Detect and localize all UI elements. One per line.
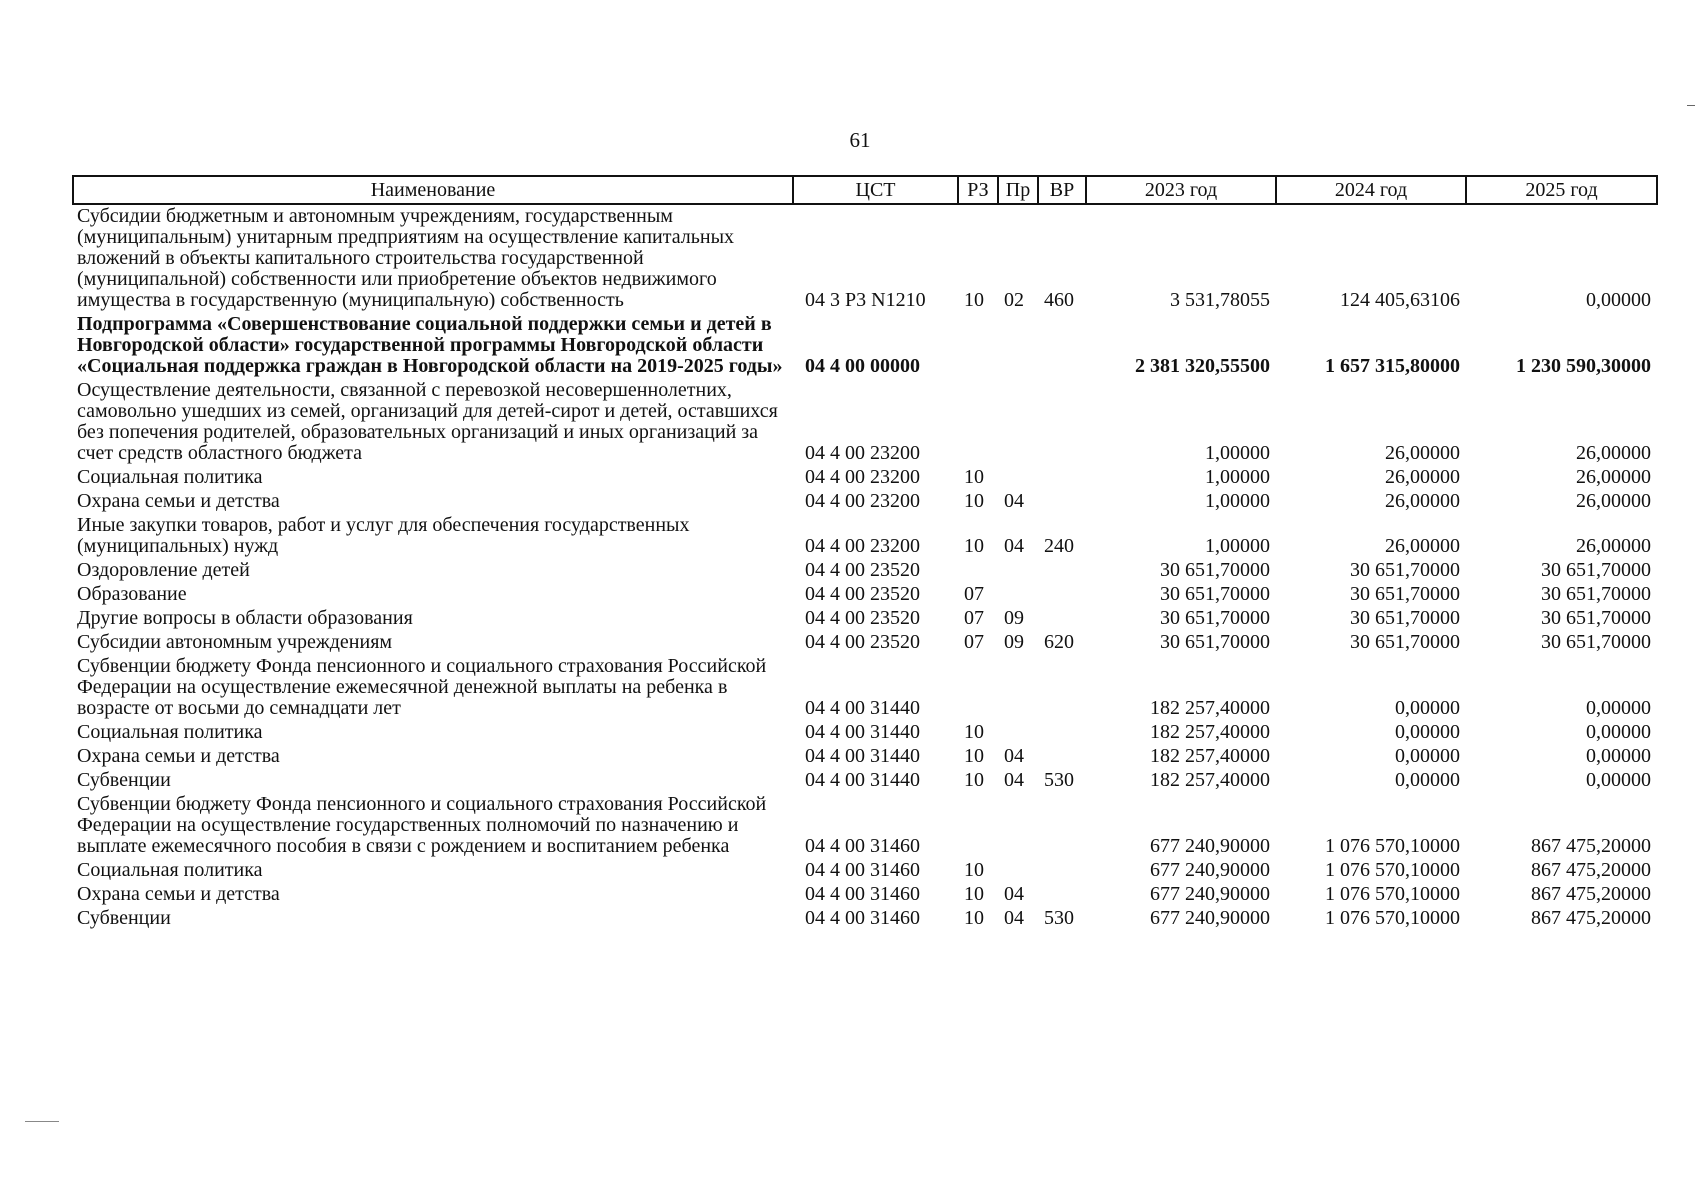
- header-vr: ВР: [1038, 176, 1086, 204]
- row-cst: 04 4 00 23200: [805, 442, 920, 464]
- row-name: Субвенции: [77, 907, 171, 929]
- row-2025: 26,00000: [1576, 535, 1651, 557]
- row-pr: 09: [1004, 607, 1024, 629]
- table-row: [73, 490, 1657, 514]
- row-vr: 530: [1044, 907, 1074, 929]
- row-rz: [958, 313, 998, 379]
- row-name: Субсидии автономным учреждениям: [77, 631, 393, 653]
- row-pr: 04: [1004, 907, 1024, 929]
- row-vr: [1038, 313, 1086, 379]
- row-2024: 26,00000: [1385, 466, 1460, 488]
- row-cst: 04 4 00 00000: [805, 355, 920, 377]
- row-pr: 04: [1004, 745, 1024, 767]
- row-rz: 10: [964, 466, 984, 488]
- table-row: [73, 907, 1657, 931]
- row-rz: 10: [964, 721, 984, 743]
- page-number: 61: [849, 128, 871, 152]
- row-cst: 04 3 Р3 N1210: [805, 289, 926, 311]
- row-rz: 10: [964, 490, 984, 512]
- row-2025: 0,00000: [1586, 289, 1651, 311]
- row-vr: [1038, 655, 1086, 721]
- row-2023: 677 240,90000: [1150, 835, 1270, 857]
- row-2024: 1 657 315,80000: [1325, 355, 1460, 377]
- row-name: Охрана семьи и детства: [77, 883, 280, 905]
- row-vr: 620: [1044, 631, 1074, 653]
- row-cst: 04 4 00 23200: [805, 466, 920, 488]
- row-pr: 04: [1004, 490, 1024, 512]
- table-row: [73, 607, 1657, 631]
- row-name: Субсидии бюджетным и автономным учреждениям, государственным (муниципальным) унитарным предприятиям на осуществление капитальных вложений в объекты капитального строительства государственной (муниципальной) собственности или приобретение объектов недвижимого имущества в государственную (муниципальную) собственность: [77, 205, 735, 311]
- row-2023: 1,00000: [1205, 442, 1270, 464]
- table-row: [73, 793, 1657, 859]
- scan-artifact: [1687, 105, 1695, 106]
- row-2025: 30 651,70000: [1541, 607, 1651, 629]
- row-vr: [1038, 721, 1086, 745]
- table-row: [73, 655, 1657, 721]
- row-name: Социальная политика: [77, 466, 263, 488]
- row-2024: 26,00000: [1385, 442, 1460, 464]
- row-vr: 240: [1044, 535, 1074, 557]
- row-cst: 04 4 00 31440: [805, 745, 920, 767]
- row-2024: 30 651,70000: [1350, 583, 1460, 605]
- row-vr: 530: [1044, 769, 1074, 791]
- row-cst: 04 4 00 31440: [805, 721, 920, 743]
- row-name: Осуществление деятельности, связанной с перевозкой несовершеннолетних, самовольно ушедших из семей, организаций для детей-сирот и детей, оставшихся без попечения родителей, образовательных организаций и иных организаций за счет средств областного бюджета: [77, 379, 778, 464]
- row-2025: 30 651,70000: [1541, 583, 1651, 605]
- row-vr: 460: [1044, 289, 1074, 311]
- row-2025: 1 230 590,30000: [1516, 355, 1651, 377]
- row-vr: [1038, 607, 1086, 631]
- row-vr: [1038, 583, 1086, 607]
- row-2025: 0,00000: [1586, 721, 1651, 743]
- row-vr: [1038, 379, 1086, 466]
- row-pr: [998, 859, 1038, 883]
- table-header-row: [73, 176, 1657, 204]
- row-rz: 07: [964, 631, 984, 653]
- table-row: [73, 631, 1657, 655]
- row-2023: 182 257,40000: [1150, 745, 1270, 767]
- row-2023: 1,00000: [1205, 535, 1270, 557]
- row-pr: [998, 466, 1038, 490]
- row-cst: 04 4 00 23520: [805, 583, 920, 605]
- row-cst: 04 4 00 31440: [805, 769, 920, 791]
- row-vr: [1038, 559, 1086, 583]
- table-row: [73, 379, 1657, 466]
- row-vr: [1038, 859, 1086, 883]
- row-vr: [1038, 883, 1086, 907]
- row-pr: [998, 655, 1038, 721]
- row-2023: 30 651,70000: [1160, 631, 1270, 653]
- row-2023: 1,00000: [1205, 466, 1270, 488]
- row-2025: 0,00000: [1586, 769, 1651, 791]
- row-2025: 867 475,20000: [1531, 835, 1651, 857]
- row-2023: 677 240,90000: [1150, 883, 1270, 905]
- row-name: Субвенции: [77, 769, 171, 791]
- row-2023: 182 257,40000: [1150, 769, 1270, 791]
- row-2024: 1 076 570,10000: [1325, 859, 1460, 881]
- table-row: [73, 466, 1657, 490]
- row-2025: 867 475,20000: [1531, 907, 1651, 929]
- row-2024: 0,00000: [1395, 769, 1460, 791]
- row-2024: 26,00000: [1385, 490, 1460, 512]
- row-2024: 1 076 570,10000: [1325, 835, 1460, 857]
- row-rz: 10: [964, 907, 984, 929]
- row-2023: 2 381 320,55500: [1135, 355, 1270, 377]
- row-rz: [958, 655, 998, 721]
- table-row: [73, 514, 1657, 559]
- row-2025: 30 651,70000: [1541, 559, 1651, 581]
- row-2023: 30 651,70000: [1160, 607, 1270, 629]
- row-2025: 26,00000: [1576, 466, 1651, 488]
- table-row: [73, 745, 1657, 769]
- budget-table: [72, 175, 1658, 931]
- header-rz: РЗ: [958, 176, 998, 204]
- row-name: Образование: [77, 583, 187, 605]
- table-row: [73, 859, 1657, 883]
- row-cst: 04 4 00 31460: [805, 907, 920, 929]
- row-pr: 02: [1004, 289, 1024, 311]
- row-2023: 182 257,40000: [1150, 721, 1270, 743]
- row-pr: 04: [1004, 883, 1024, 905]
- row-2025: 26,00000: [1576, 442, 1651, 464]
- row-vr: [1038, 490, 1086, 514]
- header-name: Наименование: [73, 176, 793, 204]
- header-cst: ЦСТ: [793, 176, 958, 204]
- table-row: [73, 204, 1657, 313]
- row-pr: 04: [1004, 535, 1024, 557]
- row-2024: 0,00000: [1395, 721, 1460, 743]
- table-row: [73, 313, 1657, 379]
- row-rz: 10: [964, 883, 984, 905]
- row-pr: [998, 721, 1038, 745]
- row-cst: 04 4 00 23520: [805, 631, 920, 653]
- row-pr: [998, 379, 1038, 466]
- row-name: Социальная политика: [77, 721, 263, 743]
- row-2023: 677 240,90000: [1150, 859, 1270, 881]
- table-row: [73, 769, 1657, 793]
- row-2025: 867 475,20000: [1531, 859, 1651, 881]
- row-name: Подпрограмма «Совершенствование социальной поддержки семьи и детей в Новгородской области» государственной программы Новгородской области «Социальная поддержка граждан в Новгородской области на 2019-2025 годы»: [77, 313, 783, 377]
- row-name: Охрана семьи и детства: [77, 745, 280, 767]
- row-2024: 30 651,70000: [1350, 631, 1460, 653]
- row-2024: 30 651,70000: [1350, 559, 1460, 581]
- row-rz: 07: [964, 583, 984, 605]
- row-name: Иные закупки товаров, работ и услуг для обеспечения государственных (муниципальных) нужд: [77, 514, 690, 557]
- row-2024: 0,00000: [1395, 697, 1460, 719]
- header-2023: 2023 год: [1086, 176, 1276, 204]
- row-vr: [1038, 466, 1086, 490]
- row-cst: 04 4 00 23200: [805, 535, 920, 557]
- header-2024: 2024 год: [1276, 176, 1466, 204]
- row-2025: 26,00000: [1576, 490, 1651, 512]
- row-name: Субвенции бюджету Фонда пенсионного и социального страхования Российской Федерации на осуществление ежемесячной денежной выплаты на ребенка в возрасте от восьми до семнадцати лет: [77, 655, 767, 719]
- table-row: [73, 559, 1657, 583]
- row-vr: [1038, 793, 1086, 859]
- row-vr: [1038, 745, 1086, 769]
- row-2024: 0,00000: [1395, 745, 1460, 767]
- row-cst: 04 4 00 31460: [805, 835, 920, 857]
- table-row: [73, 721, 1657, 745]
- table-body: [73, 204, 1657, 931]
- row-rz: 07: [964, 607, 984, 629]
- row-cst: 04 4 00 23520: [805, 607, 920, 629]
- row-rz: 10: [964, 769, 984, 791]
- row-2023: 677 240,90000: [1150, 907, 1270, 929]
- row-2024: 1 076 570,10000: [1325, 883, 1460, 905]
- row-2023: 30 651,70000: [1160, 583, 1270, 605]
- row-name: Оздоровление детей: [77, 559, 250, 581]
- scan-artifact: [25, 1121, 59, 1122]
- row-cst: 04 4 00 23200: [805, 490, 920, 512]
- row-2023: 182 257,40000: [1150, 697, 1270, 719]
- row-rz: [958, 793, 998, 859]
- row-2024: 1 076 570,10000: [1325, 907, 1460, 929]
- row-2025: 0,00000: [1586, 697, 1651, 719]
- row-rz: 10: [964, 745, 984, 767]
- row-rz: [958, 379, 998, 466]
- header-pr: Пр: [998, 176, 1038, 204]
- row-pr: [998, 583, 1038, 607]
- row-rz: [958, 559, 998, 583]
- row-2025: 30 651,70000: [1541, 631, 1651, 653]
- row-pr: 09: [1004, 631, 1024, 653]
- row-2025: 867 475,20000: [1531, 883, 1651, 905]
- row-2024: 30 651,70000: [1350, 607, 1460, 629]
- row-pr: 04: [1004, 769, 1024, 791]
- row-2023: 3 531,78055: [1170, 289, 1270, 311]
- row-2023: 30 651,70000: [1160, 559, 1270, 581]
- row-rz: 10: [964, 535, 984, 557]
- row-name: Субвенции бюджету Фонда пенсионного и социального страхования Российской Федерации на осуществление государственных полномочий по назначению и выплате ежемесячного пособия в связи с рождением и воспитанием ребенка: [77, 793, 767, 857]
- row-pr: [998, 793, 1038, 859]
- row-2024: 26,00000: [1385, 535, 1460, 557]
- row-2023: 1,00000: [1205, 490, 1270, 512]
- row-name: Охрана семьи и детства: [77, 490, 280, 512]
- row-cst: 04 4 00 31460: [805, 883, 920, 905]
- row-name: Другие вопросы в области образования: [77, 607, 413, 629]
- row-pr: [998, 559, 1038, 583]
- table-row: [73, 583, 1657, 607]
- row-2024: 124 405,63106: [1340, 289, 1460, 311]
- header-2025: 2025 год: [1466, 176, 1657, 204]
- row-cst: 04 4 00 23520: [805, 559, 920, 581]
- table-row: [73, 883, 1657, 907]
- row-pr: [998, 313, 1038, 379]
- row-rz: 10: [964, 289, 984, 311]
- row-cst: 04 4 00 31440: [805, 697, 920, 719]
- row-rz: 10: [964, 859, 984, 881]
- row-name: Социальная политика: [77, 859, 263, 881]
- row-cst: 04 4 00 31460: [805, 859, 920, 881]
- row-2025: 0,00000: [1586, 745, 1651, 767]
